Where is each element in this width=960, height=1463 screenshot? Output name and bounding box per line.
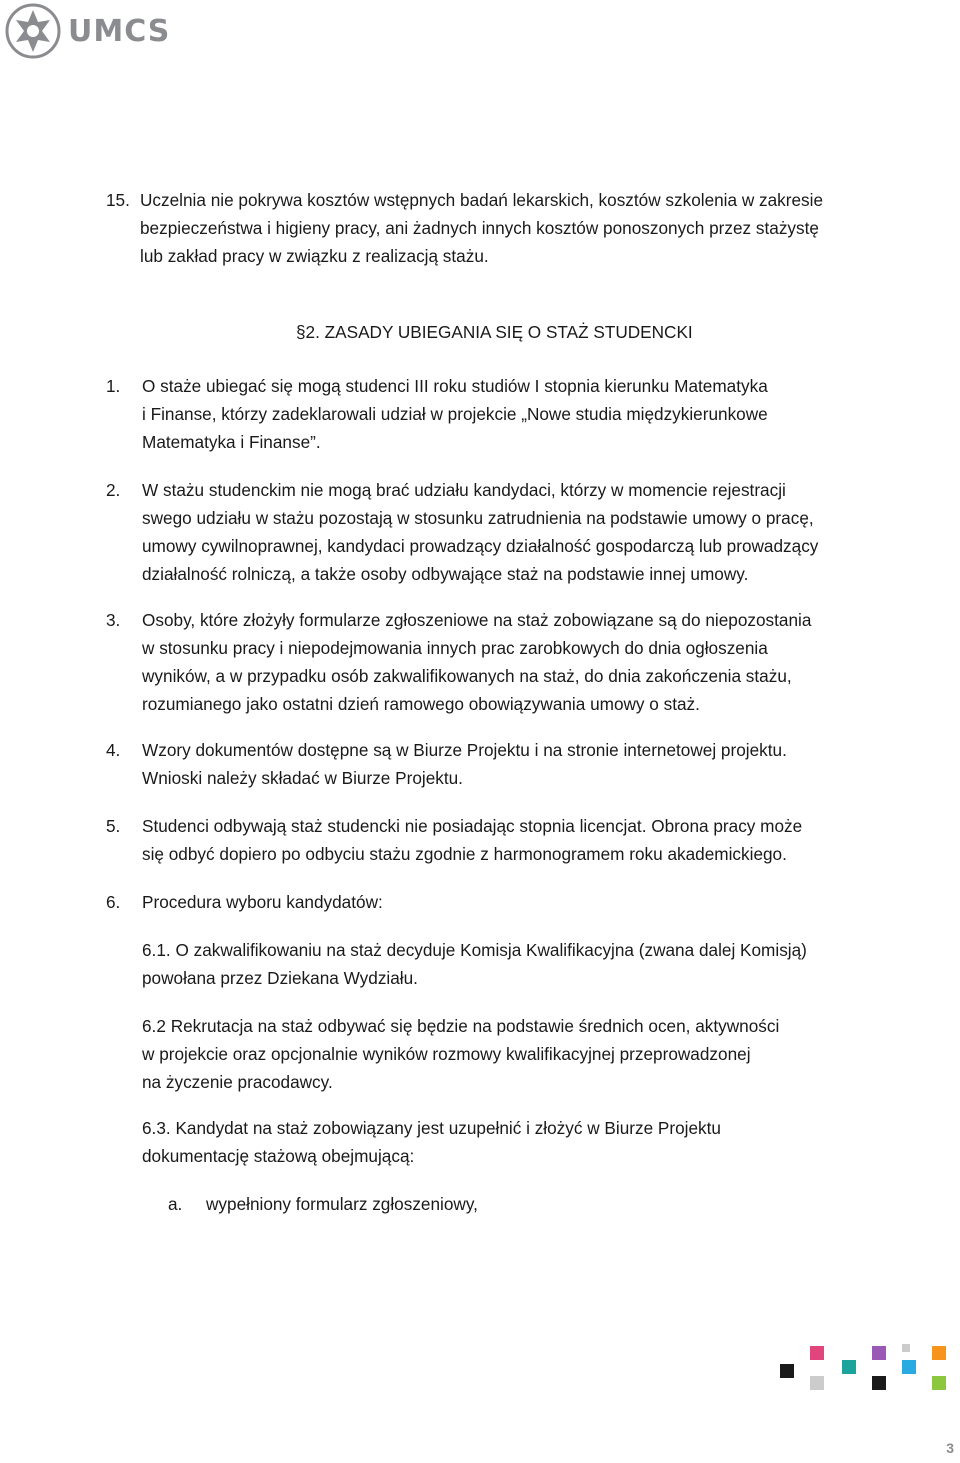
decorative-squares — [780, 1346, 960, 1392]
page-number: 3 — [946, 1440, 954, 1456]
text-line: na życzenie pracodawcy. — [142, 1072, 333, 1092]
item-number: 3. — [106, 610, 121, 630]
text-line: Osoby, które złożyły formularze zgłoszeniowe na staż zobowiązane są do niepozostania — [142, 610, 812, 630]
text-line: swego udziału w stażu pozostają w stosunku zatrudnienia na podstawie umowy o pracę, — [142, 508, 814, 528]
square-mark — [932, 1376, 946, 1390]
subitem-number: 6.3. — [142, 1118, 171, 1138]
square-mark — [872, 1376, 886, 1390]
section-heading: §2. ZASADY UBIEGANIA SIĘ O STAŻ STUDENCKI — [296, 322, 693, 342]
text-line: Wzory dokumentów dostępne są w Biurze Projektu i na stronie internetowej projektu. — [142, 740, 787, 760]
item-number: 15. — [106, 190, 130, 210]
text-line: O staże ubiegać się mogą studenci III roku studiów I stopnia kierunku Matematyka — [142, 376, 768, 396]
text-line: umowy cywilnoprawnej, kandydaci prowadzący działalność gospodarczą lub prowadzący — [142, 536, 819, 556]
text-line: Studenci odbywają staż studencki nie posiadając stopnia licencjat. Obrona pracy może — [142, 816, 803, 836]
item-number: 2. — [106, 480, 121, 500]
subitem-text: Rekrutacja na staż odbywać się będzie na podstawie średnich ocen, aktywności — [170, 1016, 780, 1036]
list-marker: a. — [168, 1194, 183, 1214]
text-line: Wnioski należy składać w Biurze Projektu. — [142, 768, 463, 788]
subparagraph-6-1 — [142, 936, 954, 992]
text-line: dokumentację stażową obejmującą: — [142, 1146, 415, 1166]
square-mark — [810, 1346, 824, 1360]
text-line: i Finanse, którzy zadeklarowali udział w projekcie „Nowe studia międzykierunkowe — [142, 404, 768, 424]
item-number: 6. — [106, 892, 121, 912]
subitem-number: 6.2 — [142, 1016, 166, 1036]
text-line: rozumianego jako ostatni dzień ramowego obowiązywania umowy o staż. — [142, 694, 700, 714]
umcs-logo — [4, 2, 170, 60]
square-mark — [810, 1376, 824, 1390]
text-line: bezpieczeństwa i higieny pracy, ani żadnych innych kosztów ponoszonych przez stażystę — [140, 218, 819, 238]
square-mark — [842, 1360, 856, 1374]
item-number: 5. — [106, 816, 121, 836]
subitem-number: 6.1. — [142, 940, 171, 960]
square-mark — [872, 1346, 886, 1360]
item-number: 4. — [106, 740, 121, 760]
text-line: w stosunku pracy i niepodejmowania innych prac zarobkowych do dnia ogłoszenia — [142, 638, 768, 658]
logo-text: UMCS — [68, 13, 171, 49]
subparagraph-6-2 — [142, 1012, 954, 1096]
text-line: Uczelnia nie pokrywa kosztów wstępnych badań lekarskich, kosztów szkolenia w zakresie — [140, 190, 824, 210]
square-mark — [780, 1364, 794, 1378]
umcs-emblem-icon — [4, 2, 62, 60]
text-line: lub zakład pracy w związku z realizacją stażu. — [140, 246, 489, 266]
subparagraph-6-3 — [142, 1114, 954, 1170]
subitem-text: Kandydat na staż zobowiązany jest uzupełnić i złożyć w Biurze Projektu — [175, 1118, 721, 1138]
text-line: się odbyć dopiero po odbyciu stażu zgodnie z harmonogramem roku akademickiego. — [142, 844, 787, 864]
text-line: wypełniony formularz zgłoszeniowy, — [206, 1194, 478, 1214]
text-line: powołana przez Dziekana Wydziału. — [142, 968, 418, 988]
text-line: Matematyka i Finanse”. — [142, 432, 321, 452]
text-line: działalność rolniczą, a także osoby odbywające staż na podstawie innej umowy. — [142, 564, 749, 584]
text-line — [142, 1012, 954, 1040]
text-line — [142, 1114, 954, 1142]
square-mark — [902, 1344, 910, 1352]
text-line: wyników, a w przypadku osób zakwalifikowanych na staż, do dnia zakończenia stażu, — [142, 666, 792, 686]
subitem-text: O zakwalifikowaniu na staż decyduje Komisja Kwalifikacyjna (zwana dalej Komisją) — [175, 940, 807, 960]
text-line: W stażu studenckim nie mogą brać udziału kandydaci, którzy w momencie rejestracji — [142, 480, 786, 500]
square-mark — [902, 1360, 916, 1374]
text-line: w projekcie oraz opcjonalnie wyników rozmowy kwalifikacyjnej przeprowadzonej — [142, 1044, 751, 1064]
text-line: Procedura wyboru kandydatów: — [142, 892, 383, 912]
square-mark — [932, 1346, 946, 1360]
item-number: 1. — [106, 376, 121, 396]
text-line — [142, 936, 954, 964]
